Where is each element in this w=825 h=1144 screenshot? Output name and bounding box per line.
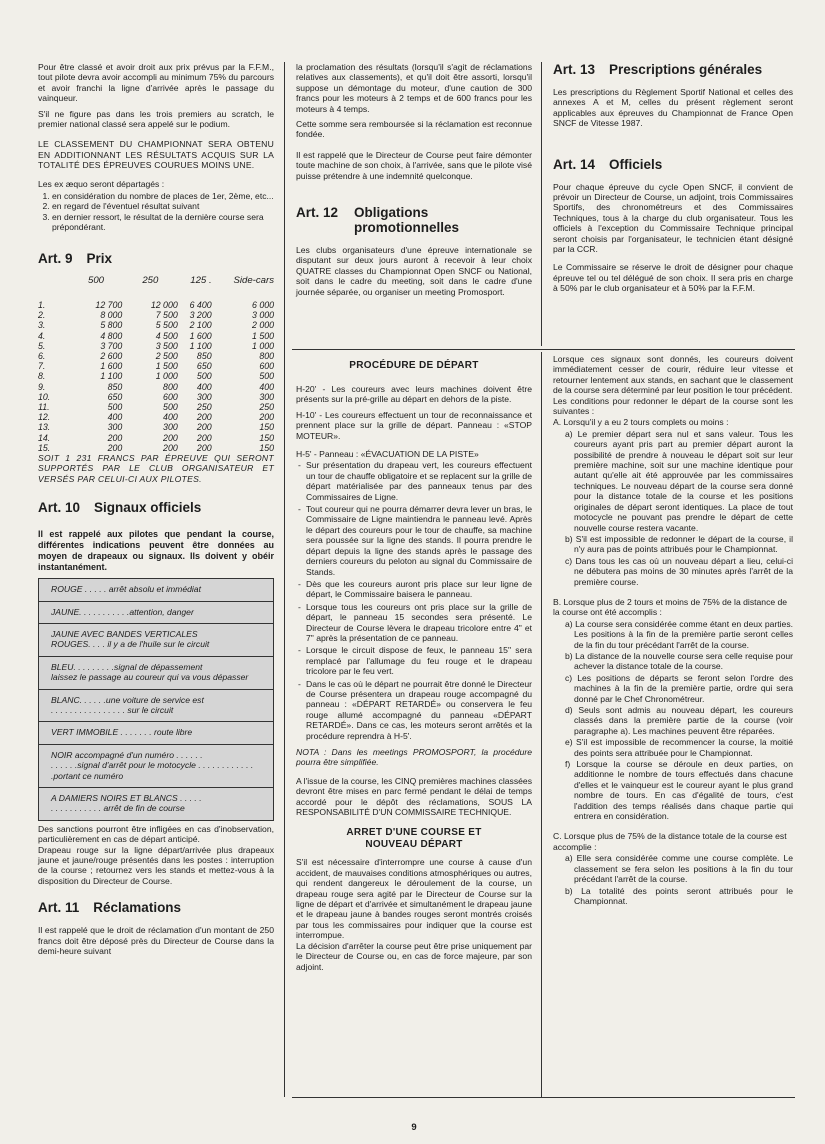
table-cell: 5. <box>38 340 46 351</box>
table-cell: 1 600 <box>100 361 123 372</box>
table-cell: 5 500 <box>155 320 178 331</box>
section-divider <box>292 349 795 350</box>
col-header: 250 <box>142 274 159 286</box>
table-cell: 11. <box>38 401 50 412</box>
list-item: 3. en dernier ressort, le résultat de la dernière course sera prépondérant. <box>52 212 274 233</box>
list-item: 2. en regard de l'éventuel résultat suivant <box>52 201 274 211</box>
section-b-heading: B. Lorsque plus de 2 tours et moins de 75% de la distance de la course ont été accomplis : <box>553 596 788 618</box>
arret-title: ARRET D'UNE COURSE ET NOUVEAU DÉPART <box>346 827 482 851</box>
column-divider <box>284 62 285 1097</box>
table-cell: 6. <box>38 350 46 361</box>
signal-flag: ROUGE . . . . . arrêt absolu et immédiat <box>51 584 201 595</box>
table-row <box>38 443 274 453</box>
art9-heading <box>38 251 274 266</box>
table-cell: 5 800 <box>100 320 123 331</box>
column-2 <box>296 62 532 302</box>
art11-title: Réclamations <box>93 900 182 916</box>
table-cell: 15. <box>38 442 51 453</box>
art9-number: Art. 9 <box>38 250 73 266</box>
signal-item <box>39 788 273 820</box>
table-cell: 1 600 <box>189 330 212 341</box>
table-cell: 600 <box>163 391 178 402</box>
signal-flag: BLANC. . . . . .une voiture de service est <box>51 694 204 705</box>
list-item: f) Lorsque la course se déroule en deux parties, on additionne le nombre de tours effectués dans chacune d'elles et le vainqueur est le coureur ayant le plus grand nombre de tours. En cas d'égalité de tours, c'est l'addition des temps réalisés dans chaque partie qui entrera en considération. <box>565 759 793 822</box>
table-cell: 500 <box>107 401 123 412</box>
issue-paragraph: A l'issue de la course, les CINQ premières machines classées devront être mises en parc fermé pendant le délai de temps accordé pour le dépôt des réclamations, SOUS LA RESPONSABILITÉ D'UN COMMISSAIRE TECHNIQUE. <box>296 775 532 818</box>
list-item: - Dans le cas où le départ ne pourrait être donné le Directeur de Course présentera un drapeau rouge accompagné du panneau : «DÉPART RETARDÉ» ou conservera le feu rouge allumé accompagné du panneau «DÉPART RETARDÉ». Dans ce cas, les moteurs seront arrêtés et la procédure reprendra à H-5'. <box>306 679 532 741</box>
section-a-list <box>553 429 793 587</box>
table-row <box>38 412 274 422</box>
remboursement-paragraph: Cette somme sera remboursée si la réclamation est reconnue fondée. <box>296 119 532 140</box>
section-c-list <box>553 853 793 906</box>
table-row <box>38 382 274 392</box>
table-row <box>38 300 274 310</box>
table-cell: 7 500 <box>155 310 178 321</box>
table-cell: 9. <box>38 381 46 392</box>
list-item: d) Seuls sont admis au nouveau départ, les coureurs classés dans la première partie de la course (voir paragraphe a). Les machines peuvent être réparées. <box>565 705 793 736</box>
table-cell: 1 100 <box>100 371 123 382</box>
list-item: - Dès que les coureurs auront pris place sur leur ligne de départ, le Commissaire baisera le panneau. <box>306 579 532 600</box>
h10-paragraph: H-10' - Les coureurs effectuent un tour de reconnaissance et prennent place sur la grille de départ. Panneau : «STOP MOTEUR». <box>296 409 532 441</box>
section-c-heading: C. Lorsque plus de 75% de la distance totale de la course est accomplie : <box>553 831 787 852</box>
table-cell: 3 200 <box>189 310 212 321</box>
demontage-paragraph: Il est rappelé que le Directeur de Course peut faire démonter toute machine de son choix, à l'arrivée, sans que le pilote visé puisse prétendre à une indemnité quelconque. <box>296 149 532 181</box>
table-cell: 6 400 <box>189 299 212 310</box>
list-item: b) La totalité des points seront attribués pour le Championnat. <box>565 885 793 906</box>
table-cell: 300 <box>163 422 178 433</box>
table-cell: 650 <box>196 361 212 372</box>
list-item: - Lorsque tous les coureurs ont pris place sur la grille de départ, le panneau 15 secondes sera présenté. Le Directeur de Course lèvera le drapeau tricolore entre 4" et 7" après la présentation de ce panneau. <box>306 602 532 644</box>
table-cell: 2 500 <box>155 350 178 361</box>
table-cell: 10. <box>38 391 51 402</box>
table-cell: 4. <box>38 330 46 341</box>
list-item: - Tout coureur qui ne pourra démarrer devra lever un bras, le Commissaire de Ligne maintiendra le panneau levé. Après le départ des coureurs pour le tour de chauffe, sa machine sera poussée sur la ligne des stands. Il pourra prendre le départ depuis la ligne des stands après le passage des derniers coureurs du peloton au signal du Commissaire de Stands. <box>306 504 532 577</box>
table-cell: 500 <box>163 401 178 412</box>
table-cell: 200 <box>259 412 274 423</box>
table-cell: 13. <box>38 422 51 433</box>
table-row <box>38 433 274 443</box>
table-cell: 300 <box>107 422 123 433</box>
table-cell: 200 <box>107 432 123 443</box>
table-row <box>38 361 274 371</box>
table-cell: 300 <box>196 391 212 402</box>
table-header-row <box>38 276 274 300</box>
signal-flag: JAUNE. . . . . . . . . . .attention, danger <box>51 606 194 617</box>
table-row <box>38 422 274 432</box>
table-cell: 2 100 <box>189 320 212 331</box>
table-cell: 250 <box>196 401 212 412</box>
h5-paragraph: H-5' - Panneau : «ÉVACUATION DE LA PISTE» <box>296 449 479 460</box>
table-row <box>38 331 274 341</box>
table-cell: 800 <box>163 381 178 392</box>
signals-box <box>38 578 274 821</box>
table-cell: 1 500 <box>251 330 274 341</box>
table-cell: 200 <box>196 432 212 443</box>
art10-intro: Il est rappelé aux pilotes que pendant la course, différentes indications peuvent être données au moyen de drapeaux ou signaux. Ils doivent y obéir instantanément. <box>38 529 274 573</box>
signal-meaning: . . . . . .signal d'arrêt pour le motocycle . . . . . . . . . . . . .portant ce numéro <box>51 760 254 781</box>
table-cell: 12 000 <box>150 299 178 310</box>
art12-title: Obligations promotionnelles <box>354 205 460 236</box>
list-item: a) Le premier départ sera nul et sans valeur. Tous les coureurs ayant pris part au premier départ auront la possibilité de prendre à nouveau le départ soit sur leur première machine, soit sur une machine identique pour autant qu'elle ait été approuvée par les commissaires techniques. Le nouveau départ de la course sera donné pour la distance totale de la course et les positions originales de départ seront identiques. La place de tout motocycle ne pouvant pas prendre le départ de cette nouvelle course restera vacante. <box>565 428 793 533</box>
table-cell: 400 <box>259 381 274 392</box>
table-cell: 7. <box>38 361 46 372</box>
table-cell: 14. <box>38 432 51 443</box>
signal-item <box>39 690 273 723</box>
table-cell: 1 000 <box>155 371 178 382</box>
art12-paragraph: Les clubs organisateurs d'une épreuve internationale se disputant sur deux jours auront à recevoir à leur choix QUATRE classes du Championnat Open SNCF ou National, soit dans le cadre du meeting, soit dans le cadre d'une journée séparée, ou organiser un meeting Promosport. <box>296 245 532 297</box>
signal-item <box>39 624 273 657</box>
list-item: - Sur présentation du drapeau vert, les coureurs effectuent un tour de chauffe obligatoire et se replacent sur la grille de départ matérialisée par des panneaux tenus par des Commissaires de Ligne. <box>306 460 532 502</box>
column-3 <box>553 62 793 299</box>
signal-meaning: . . . . . . . . . . . arrêt de fin de course <box>51 803 185 814</box>
list-item: a) Elle sera considérée comme une course complète. Le classement se fera selon les positions à la fin du tour précédant l'arrêt de la course. <box>565 853 793 885</box>
signal-item <box>39 579 273 601</box>
table-cell: 8. <box>38 371 46 382</box>
art9-title: Prix <box>86 250 113 266</box>
nota-paragraph: NOTA : Dans les meetings PROMOSPORT, la procédure pourra être simplifiée. <box>296 747 532 768</box>
art13-title: Prescriptions générales <box>609 62 763 77</box>
signal-item <box>39 722 273 744</box>
column-divider <box>541 352 542 1097</box>
art12-heading <box>296 205 532 235</box>
decision-paragraph: La décision d'arrêter la course peut être prise uniquement par le Directeur de Course ou, en cas de force majeure, par son adjoint. <box>296 940 532 972</box>
footer-divider <box>292 1097 795 1098</box>
signal-flag: A DAMIERS NOIRS ET BLANCS . . . . . <box>51 793 202 804</box>
table-cell: 800 <box>259 350 274 361</box>
table-cell: 150 <box>259 442 274 453</box>
table-row <box>38 341 274 351</box>
art10-heading <box>38 500 274 515</box>
table-cell: 3 700 <box>100 340 123 351</box>
table-cell: 150 <box>259 432 274 443</box>
table-cell: 1 500 <box>155 361 178 372</box>
table-cell: 4 800 <box>100 330 123 341</box>
art14-paragraph: Pour chaque épreuve du cycle Open SNCF, il convient de prévoir un Directeur de Course, un adjoint, trois Commissaires Sportifs, des chronométreurs et des Commissaires Techniques, tous à la charge du club organisateur. Tous les officiels à l'exception du Commissaire Technique principal seront choisis par l'organisateur, le technicien étant désigné par la CCR. <box>553 181 793 255</box>
table-cell: 200 <box>196 412 212 423</box>
table-row <box>38 402 274 412</box>
list-item: b) La distance de la nouvelle course sera celle requise pour achever la distance totale de la course. <box>565 650 793 672</box>
signal-flag: VERT IMMOBILE . . . . . . . route libre <box>51 727 193 738</box>
table-cell: 3. <box>38 320 46 331</box>
table-cell: 3 500 <box>155 340 178 351</box>
procedure-section <box>296 360 532 977</box>
table-cell: 850 <box>107 381 123 392</box>
commissaire-paragraph: Le Commissaire se réserve le droit de désigner pour chaque épreuve tel ou tel délégué de son choix. Il sera pris en charge à 50% par le club organisateur et à 50% par la F.F.M. <box>553 262 793 294</box>
signal-flag: NOIR accompagné d'un numéro . . . . . . <box>51 749 203 760</box>
list-item: - Lorsque le circuit dispose de feux, le panneau 15" sera remplacé par l'allumage du feu rouge et le drapeau tricolore par le feu vert. <box>306 645 532 676</box>
signal-flag: JAUNE AVEC BANDES VERTICALES <box>51 628 198 639</box>
table-cell: 400 <box>196 381 212 392</box>
col-header: 500 <box>88 274 105 286</box>
reclamation-paragraph: la proclamation des résultats (lorsqu'il s'agit de réclamations relatives aux classements), et qu'il doit être assorti, lorsqu'il suppose un démontage du moteur, d'une caution de 300 francs pour les moteurs à 2 temps et de 600 francs pour les moteurs à 4 temps. <box>296 62 532 114</box>
art11-heading <box>38 900 274 915</box>
table-cell: 2 600 <box>100 350 123 361</box>
art10-title: Signaux officiels <box>94 500 202 516</box>
table-row <box>38 371 274 381</box>
table-cell: 1 000 <box>251 340 274 351</box>
art14-title: Officiels <box>609 156 663 172</box>
table-cell: 500 <box>196 371 212 382</box>
classement-paragraph: LE CLASSEMENT DU CHAMPIONNAT SERA OBTENU EN ADDITIONNANT LES RÉSULTATS ACQUIS SUR LA TOTALITÉ DES ÉPREUVES COURUES MOINS UNE. <box>38 139 274 171</box>
signal-item <box>39 745 273 788</box>
art10-number: Art. 10 <box>38 500 81 516</box>
section-b-list <box>553 619 793 822</box>
signal-meaning: laissez le passage au coureur qui va vous dépasser <box>51 672 249 683</box>
table-cell: 400 <box>107 412 123 423</box>
signal-item <box>39 657 273 690</box>
table-cell: 600 <box>259 361 274 372</box>
art11-number: Art. 11 <box>38 900 80 916</box>
list-item: a) La course sera considérée comme étant en deux parties. Les positions à la fin de la première partie seront celles de la fin du tour précédant l'arrêt de la course. <box>565 618 793 650</box>
art13-number: Art. 13 <box>553 62 596 77</box>
exaequo-intro: Les ex æquo seront départagés : <box>38 178 165 189</box>
column-4 <box>553 354 793 907</box>
table-cell: 400 <box>163 412 178 423</box>
prix-note: SOIT 1 231 FRANCS PAR ÉPREUVE QUI SERONT SUPPORTÉS PAR LE CLUB ORGANISATEUR ET VERSÉS PAR CELUI-CI AUX PILOTES. <box>38 452 274 484</box>
art11-paragraph: Il est rappelé que le droit de réclamation d'un montant de 250 francs doit être déposé près du Directeur de Course dans la demi-heure suivant <box>38 925 274 957</box>
table-cell: 200 <box>163 442 178 453</box>
podium-paragraph: S'il ne figure pas dans les trois premiers au scratch, le premier national classé sera appelé sur le podium. <box>38 108 274 130</box>
procedure-title: PROCÉDURE DE DÉPART <box>349 360 479 371</box>
table-cell: 200 <box>196 422 212 433</box>
list-item: 1. en considération du nombre de places de 1er, 2ème, etc... <box>52 191 274 201</box>
intro-paragraph: Pour être classé et avoir droit aux prix prévus par la F.F.M., tout pilote devra avoir accompli au minimum 75% du parcours et avoir franchi la ligne d'arrivée après le passage du vainqueur. <box>38 62 274 104</box>
conditions-paragraph: Les conditions pour redonner le départ de la course sont les suivantes : <box>553 395 793 417</box>
col-header: Side-cars <box>233 274 274 286</box>
column-divider <box>541 62 542 346</box>
sanctions-paragraph: Des sanctions pourront être infligées en cas d'inobservation, particulièrement en cas de départ anticipé. <box>38 823 274 845</box>
list-item: e) S'il est impossible de recommencer la course, la moitié des points sera attribuée pour le Championnat. <box>565 737 793 758</box>
table-cell: 2. <box>38 310 46 321</box>
table-cell: 12 700 <box>95 299 123 310</box>
table-row <box>38 351 274 361</box>
table-row <box>38 392 274 402</box>
table-row <box>38 320 274 330</box>
table-cell: 4 500 <box>155 330 178 341</box>
table-cell: 2 000 <box>251 320 274 331</box>
col-header: 125 . <box>190 274 212 286</box>
column-1 <box>38 62 274 962</box>
table-cell: 200 <box>196 442 212 453</box>
signal-item <box>39 602 273 624</box>
table-cell: 6 000 <box>251 299 274 310</box>
table-cell: 8 000 <box>100 310 123 321</box>
art13-paragraph: Les prescriptions du Règlement Sportif National et celles des annexes A et M, celles du présent règlement seront applicables aux épreuves du Championnat de France Open SNCF de Vitesse 1987. <box>553 87 793 129</box>
list-item: c) Dans tous les cas où un nouveau départ a lieu, celui-ci ne débutera pas moins de 30 minutes après l'arrêt de la première course. <box>565 555 793 587</box>
art14-heading <box>553 157 793 172</box>
table-cell: 300 <box>259 391 274 402</box>
table-cell: 200 <box>107 442 123 453</box>
table-cell: 250 <box>259 401 274 412</box>
signal-meaning: ROUGES. . . . il y a de l'huile sur le circuit <box>51 639 210 650</box>
page-number: 9 <box>411 1122 417 1133</box>
exaequo-list <box>38 191 274 233</box>
table-cell: 850 <box>196 350 212 361</box>
list-item: b) S'il est impossible de redonner le départ de la course, il n'y aura pas de points attribués pour le Championnat. <box>565 533 793 555</box>
procedure-list <box>296 460 532 741</box>
arret-paragraph: S'il est nécessaire d'interrompre une course à cause d'un accident, de mauvaises conditions atmosphériques ou autres, qui rendent dangereux le déroulement de la course, un drapeau rouge sera agité par le Directeur de Course sur la ligne de départ et d'arrivée et simultanément le drapeau jaune et le drapeau jaune à bandes rouges seront montrés croisés par tous les commissaires pour indiquer que la course est interrompue. <box>296 857 532 941</box>
drapeau-paragraph: Drapeau rouge sur la ligne départ/arrivée plus drapeaux jaune et jaune/rouge présentés dans les postes : interruption de la course ; retournez vers les stands et mettez-vous à la disposition du Directeur de Course. <box>38 844 274 886</box>
section-a-heading: A. Lorsqu'il y a eu 2 tours complets ou moins : <box>553 417 729 428</box>
art13-heading <box>553 62 793 77</box>
table-cell: 1. <box>38 299 46 310</box>
h20-paragraph: H-20' - Les coureurs avec leurs machines doivent être présents sur la pré-grille au départ en dehors de la piste. <box>296 384 532 405</box>
signal-meaning: . . . . . . . . . . . . . . . . sur le circuit <box>51 705 174 715</box>
table-cell: 200 <box>163 432 178 443</box>
list-item: c) Les positions de départs se feront selon l'ordre des machines à la fin de la première partie, ordre qui sera donné par le Chef Chronométreur. <box>565 672 793 704</box>
table-cell: 1 100 <box>189 340 212 351</box>
art14-number: Art. 14 <box>553 156 596 172</box>
table-row <box>38 310 274 320</box>
prix-table <box>38 276 274 453</box>
table-cell: 500 <box>259 371 274 382</box>
table-cell: 650 <box>107 391 123 402</box>
table-cell: 12. <box>38 412 51 423</box>
signaux-paragraph: Lorsque ces signaux sont donnés, les coureurs doivent immédiatement cesser de courir, réduire leur vitesse et retourner lentement aux stands, en sachant que le classement de la course sera déterminé par leur position le tour précédent. <box>553 354 793 396</box>
table-cell: 3 000 <box>251 310 274 321</box>
table-cell: 150 <box>259 422 274 433</box>
art12-number: Art. 12 <box>296 205 339 221</box>
signal-flag: BLEU. . . . . . . . .signal de dépassement <box>51 661 203 672</box>
